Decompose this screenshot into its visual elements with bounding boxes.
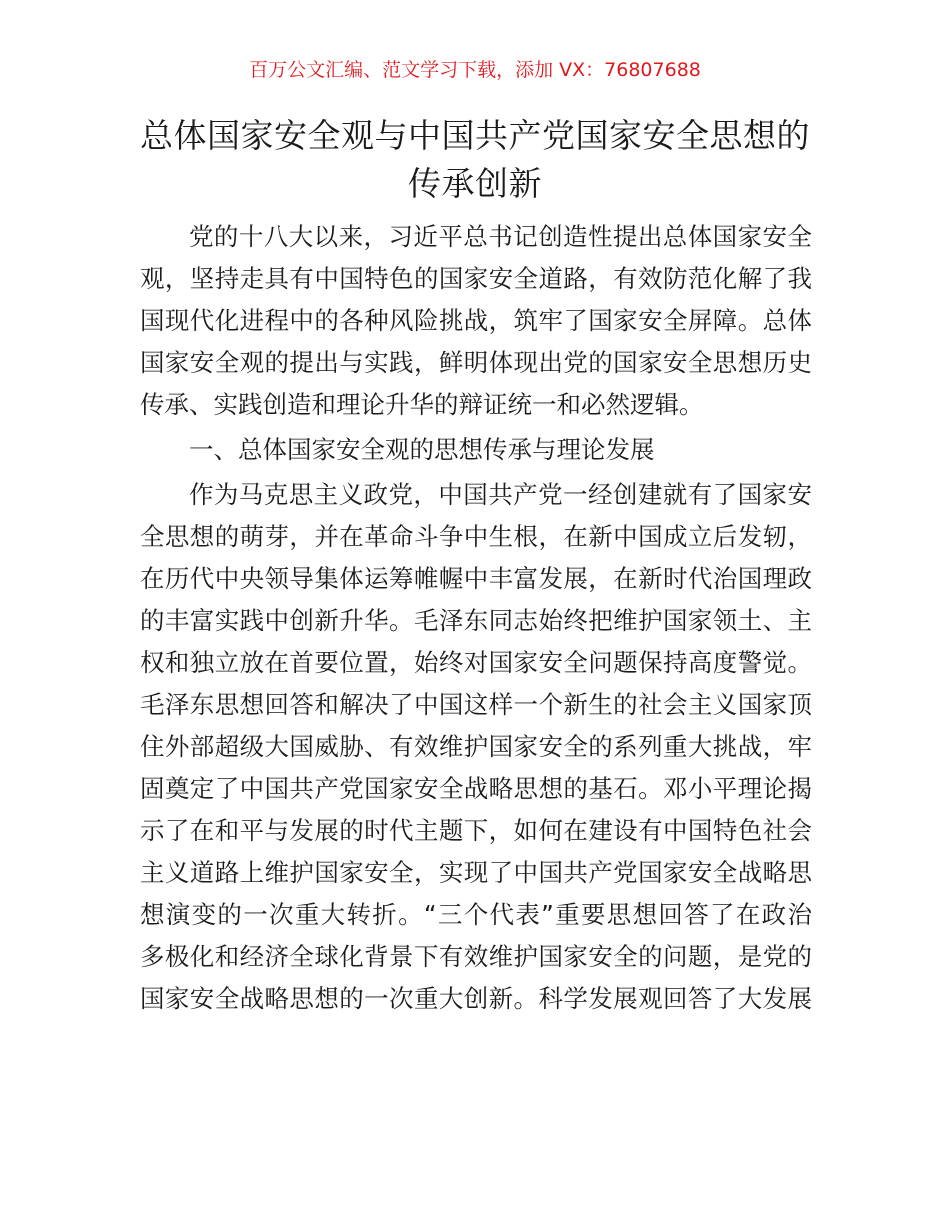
text-line: 主义道路上维护国家安全，实现了中国共产党国家安全战略思 [140, 858, 812, 887]
section-heading-text: 一、总体国家安全观的思想传承与理论发展 [189, 435, 655, 464]
title-line-2: 传承创新 [408, 164, 542, 203]
header-note: 百万公文汇编、范文学习下载，添加 VX：76807688 [249, 59, 701, 81]
text-line: 示了在和平与发展的时代主题下，如何在建设有中国特色社会 [140, 816, 812, 845]
text-line: 毛泽东思想回答和解决了中国这样一个新生的社会主义国家顶 [140, 690, 812, 719]
section-heading [140, 429, 812, 471]
document-title [120, 112, 830, 208]
text-line: 观，坚持走具有中国特色的国家安全道路，有效防范化解了我 [140, 264, 812, 293]
text-line: 全思想的萌芽，并在革命斗争中生根，在新中国成立后发轫， [140, 522, 812, 551]
paragraph-intro [140, 216, 812, 426]
paragraph-history [140, 474, 812, 1020]
text-line: 在历代中央领导集体运筹帷幄中丰富发展，在新时代治国理政 [140, 564, 812, 593]
text-line: 国家安全战略思想的一次重大创新。科学发展观回答了大发展 [140, 984, 812, 1013]
text-line: 党的十八大以来，习近平总书记创造性提出总体国家安全 [189, 222, 812, 251]
text-line: 作为马克思主义政党，中国共产党一经创建就有了国家安 [189, 480, 812, 509]
text-line: 国家安全观的提出与实践，鲜明体现出党的国家安全思想历史 [140, 348, 812, 377]
text-line: 权和独立放在首要位置，始终对国家安全问题保持高度警觉。 [140, 648, 812, 677]
text-line: 多极化和经济全球化背景下有效维护国家安全的问题，是党的 [140, 942, 812, 971]
title-line-1: 总体国家安全观与中国共产党国家安全思想的 [140, 116, 810, 155]
text-line: 国现代化进程中的各种风险挑战，筑牢了国家安全屏障。总体 [140, 306, 812, 335]
text-line: 住外部超级大国威胁、有效维护国家安全的系列重大挑战，牢 [140, 732, 812, 761]
document-body [140, 216, 812, 1020]
text-line: 传承、实践创造和理论升华的辩证统一和必然逻辑。 [140, 390, 704, 419]
text-line: 想演变的一次重大转折。“三个代表”重要思想回答了在政治 [140, 900, 812, 929]
text-line: 的丰富实践中创新升华。毛泽东同志始终把维护国家领土、主 [140, 606, 812, 635]
text-line: 固奠定了中国共产党国家安全战略思想的基石。邓小平理论揭 [140, 774, 812, 803]
